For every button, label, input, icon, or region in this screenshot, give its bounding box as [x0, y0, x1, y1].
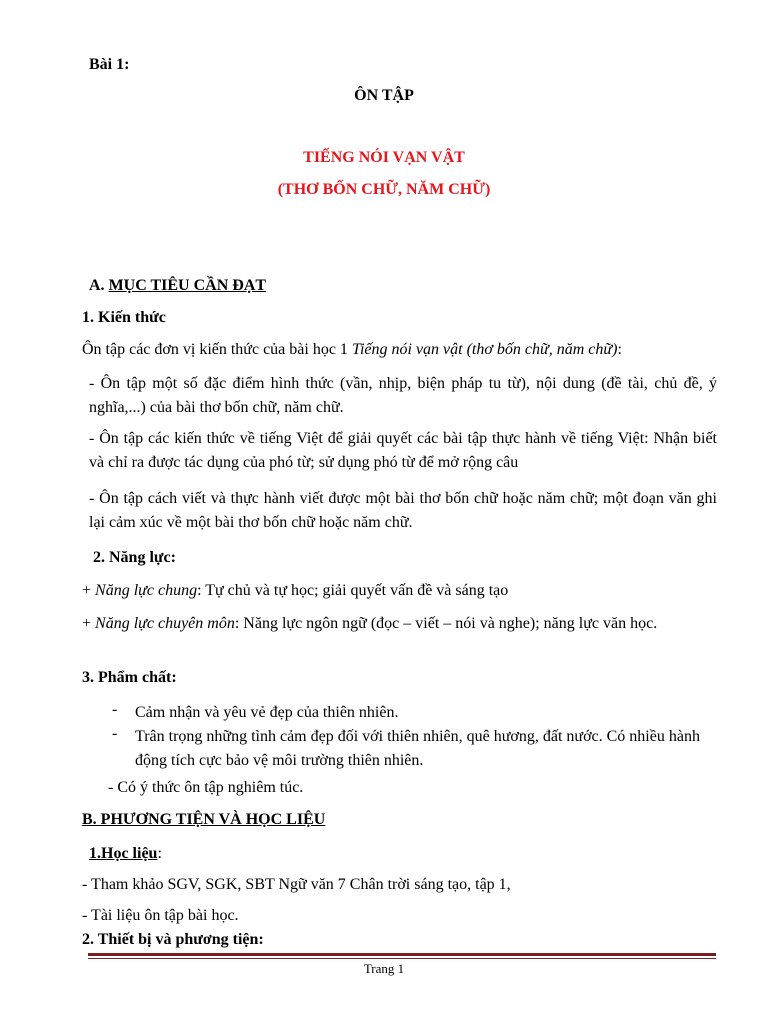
materials-heading-text: 1.Học liệu: [89, 845, 158, 862]
quality-item-text: Cảm nhận và yêu vẻ đẹp của thiên nhiên.: [135, 704, 399, 721]
footer-divider-thin: [88, 958, 716, 959]
section-a-prefix: A.: [89, 277, 109, 294]
quality-item: [112, 701, 717, 725]
competence-general-text: : Tự chủ và tự học; giải quyết vấn đề và sáng tạo: [197, 582, 509, 599]
lesson-subtitle: TIẾNG NÓI VẠN VẬT: [303, 149, 465, 166]
materials-item: - Tài liệu ôn tập bài học.: [82, 907, 239, 924]
knowledge-intro-title: Tiếng nói vạn vật (thơ bốn chữ, năm chữ): [351, 341, 618, 358]
bullet-dash: -: [112, 701, 118, 718]
competence-general: [82, 582, 508, 600]
section-a-title: MỤC TIÊU CẦN ĐẠT: [108, 277, 267, 294]
competence-specific-label: Năng lực chuyên môn: [95, 615, 235, 632]
bullet-dash: -: [112, 725, 118, 742]
competence-specific: [82, 612, 717, 636]
page-number: Trang 1: [363, 961, 405, 976]
section-b-heading: B. PHƯƠNG TIỆN VÀ HỌC LIỆU: [82, 811, 326, 828]
page-title: ÔN TẬP: [354, 87, 414, 104]
materials-item: - Tham khảo SGV, SGK, SBT Ngữ văn 7 Chân trời sáng tạo, tập 1,: [82, 876, 511, 893]
knowledge-intro-text: Ôn tập các đơn vị kiến thức của bài học 1: [82, 341, 352, 358]
knowledge-item: - Ôn tập một số đặc điểm hình thức (vần, nhịp, biện pháp tu từ), nội dung (đề tài, chủ đề, ý nghĩa,...) của bài thơ bốn chữ, năm chữ.: [89, 375, 717, 416]
competence-specific-prefix: +: [82, 615, 96, 632]
competence-heading: 2. Năng lực:: [93, 549, 176, 566]
lesson-label: Bài 1:: [89, 56, 130, 73]
knowledge-intro: [82, 341, 622, 359]
materials-heading: [89, 845, 162, 863]
competence-general-label: Năng lực chung: [95, 582, 198, 599]
knowledge-intro-colon: :: [617, 341, 622, 358]
knowledge-item: - Ôn tập cách viết và thực hành viết được một bài thơ bốn chữ hoặc năm chữ; một đoạn văn ghi lại cảm xúc về một bài thơ bốn chữ hoặc năm chữ.: [89, 490, 717, 531]
section-a-heading: [89, 277, 266, 295]
quality-heading: 3. Phẩm chất:: [82, 669, 177, 686]
materials-heading-colon: :: [157, 845, 162, 862]
footer-divider: [88, 953, 716, 956]
knowledge-heading: 1. Kiến thức: [82, 309, 166, 326]
lesson-subtitle-genre: (THƠ BỐN CHỮ, NĂM CHỮ): [277, 181, 491, 198]
competence-specific-text: : Năng lực ngôn ngữ (đọc – viết – nói và nghe); năng lực văn học.: [234, 615, 658, 632]
quality-item-text: Trân trọng những tình cảm đẹp đối với thiên nhiên, quê hương, đất nước. Có nhiều hành động tích cực bảo vệ môi trường thiên nhiên.: [135, 728, 700, 769]
competence-general-prefix: +: [82, 582, 96, 599]
knowledge-item: - Ôn tập các kiến thức về tiếng Việt để giải quyết các bài tập thực hành về tiếng Việt: Nhận biết và chỉ ra được tác dụng của phó từ; sử dụng phó từ để mở rộng câu: [89, 430, 717, 471]
quality-extra: - Có ý thức ôn tập nghiêm túc.: [108, 779, 304, 796]
equipment-heading: 2. Thiết bị và phương tiện:: [82, 931, 264, 948]
quality-item: [112, 725, 717, 773]
